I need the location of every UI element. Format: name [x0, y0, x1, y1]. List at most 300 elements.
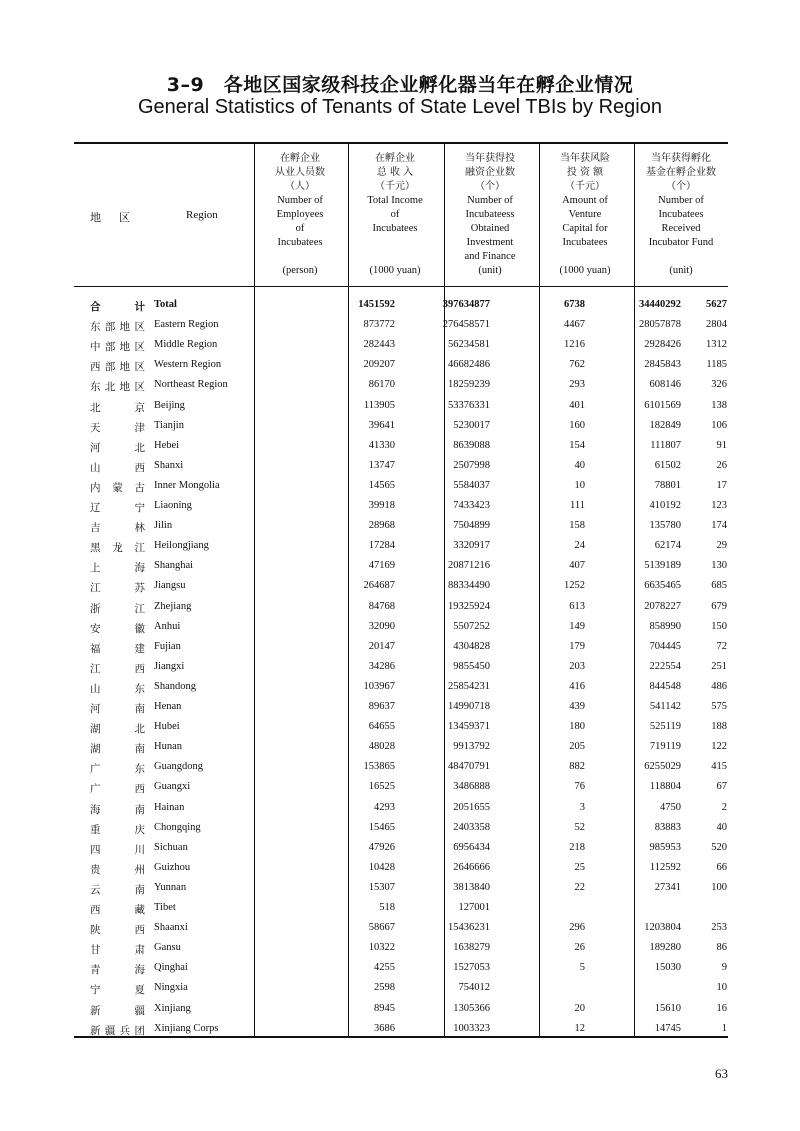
- cell-value: 14565: [368, 479, 395, 491]
- region-name-en: Jiangsu: [154, 580, 186, 592]
- column-header-en-line: of: [390, 209, 400, 220]
- cell-value: 253: [711, 922, 727, 934]
- page-number: 63: [715, 1066, 728, 1081]
- cell-value: 575: [711, 701, 727, 712]
- region-name-cn: 中部地区: [90, 341, 145, 354]
- column-header-cn-line: （千元）: [375, 181, 415, 192]
- region-name-en: Liaoning: [154, 500, 192, 511]
- region-name-en: Guizhou: [154, 861, 191, 873]
- cell-value: 48028: [368, 741, 395, 753]
- cell-value: 62174: [654, 540, 681, 552]
- cell-value: 52: [574, 821, 585, 833]
- cell-value: 150: [711, 620, 727, 632]
- region-name-cn: 甘肃: [90, 944, 145, 957]
- cell-value: 122: [711, 741, 727, 753]
- region-name-cn: 湖南: [90, 743, 145, 756]
- column-header-en-line: Total Income: [367, 195, 423, 206]
- region-name-en: Jiangxi: [154, 660, 185, 672]
- cell-value: 407: [569, 560, 585, 572]
- page-title-en: General Statistics of Tenants of State Level TBIs by Region: [138, 96, 662, 118]
- cell-value: 83883: [654, 821, 681, 833]
- cell-value: 29: [716, 540, 727, 552]
- cell-value: 415: [711, 761, 727, 773]
- column-header-en-line: Capital for: [562, 223, 608, 234]
- top-rule: [74, 142, 728, 144]
- cell-value: 160: [569, 419, 585, 431]
- cell-value: 86: [716, 942, 727, 954]
- cell-value: 26: [716, 459, 727, 471]
- region-name-cn: 湖北: [90, 723, 145, 736]
- cell-value: 1451592: [358, 299, 395, 310]
- table-row: [74, 417, 728, 437]
- region-name-cn: 浙江: [90, 602, 145, 615]
- region-name-cn: 广西: [90, 783, 145, 796]
- cell-value: 5: [579, 962, 585, 974]
- table-row: [74, 799, 728, 819]
- cell-value: 64655: [368, 721, 395, 733]
- cell-value: 873772: [363, 319, 395, 331]
- cell-value: 10: [574, 479, 585, 491]
- region-name-en: Tianjin: [154, 419, 184, 431]
- cell-value: 47169: [368, 560, 395, 572]
- cell-value: 14990718: [448, 701, 490, 712]
- column-header-cn-line: （千元）: [565, 181, 605, 192]
- region-name-cn: 上海: [90, 562, 145, 575]
- column-header-en-line: Incubatees: [562, 237, 608, 248]
- cell-value: 2: [721, 801, 727, 813]
- region-name-cn: 西藏: [90, 904, 145, 916]
- cell-value: 296: [569, 922, 585, 934]
- table-row: [74, 678, 728, 698]
- cell-value: 2078227: [644, 600, 681, 612]
- cell-value: 1003323: [453, 1022, 490, 1034]
- table-row: [74, 1020, 728, 1040]
- header-region-cn: 地区: [90, 211, 148, 224]
- cell-value: 189280: [649, 942, 681, 954]
- cell-value: 149: [569, 620, 585, 632]
- table-row: [74, 879, 728, 899]
- cell-value: 40: [716, 821, 727, 833]
- table-row: [74, 778, 728, 798]
- region-name-en: Hebei: [154, 439, 180, 451]
- column-header-cn-line: 在孵企业: [375, 153, 415, 164]
- region-name-en: Fujian: [154, 640, 181, 652]
- region-name-cn: 山西: [90, 461, 145, 474]
- cell-value: 46682486: [448, 359, 490, 371]
- cell-value: 15465: [368, 821, 395, 833]
- region-name-en: Anhui: [154, 620, 181, 632]
- column-header-cn-line: 当年获风险: [560, 153, 610, 164]
- column-header-en-line: Investment: [466, 237, 514, 248]
- cell-value: 58667: [368, 922, 395, 934]
- region-name-en: Hubei: [154, 721, 180, 733]
- cell-value: 3686: [374, 1022, 395, 1034]
- region-name-cn: 东部地区: [90, 321, 145, 334]
- header-region-en: Region: [186, 209, 218, 221]
- cell-value: 12: [574, 1022, 585, 1034]
- region-name-cn: 广东: [90, 763, 145, 776]
- cell-value: 40: [574, 459, 585, 471]
- cell-value: 15030: [654, 962, 681, 974]
- column-header-en-line: Incubateess: [465, 209, 515, 220]
- cell-value: 19325924: [448, 600, 490, 612]
- column-header-cn-line: （人）: [285, 181, 315, 192]
- cell-value: 15436231: [448, 922, 490, 934]
- region-name-cn: 新疆兵团: [90, 1024, 145, 1037]
- table-row: [74, 557, 728, 577]
- region-name-en: Hainan: [154, 801, 185, 813]
- column-header-4: [541, 152, 629, 276]
- cell-value: 5507252: [453, 620, 490, 632]
- column-header-en-line: Employees: [276, 209, 324, 220]
- cell-value: 9: [721, 962, 727, 974]
- cell-value: 4467: [564, 319, 585, 331]
- cell-value: 719119: [649, 741, 681, 753]
- cell-value: 100: [711, 881, 727, 893]
- table-row: [74, 316, 728, 336]
- region-name-en: Sichuan: [154, 841, 188, 853]
- cell-value: 1312: [706, 339, 727, 351]
- region-name-cn: 重庆: [90, 823, 145, 836]
- column-header-cn-line: 基金在孵企业数: [646, 167, 716, 178]
- cell-value: 6255029: [644, 761, 681, 773]
- cell-value: 20147: [368, 640, 395, 652]
- cell-value: 158: [569, 520, 585, 532]
- cell-value: 2507998: [453, 459, 490, 471]
- column-header-unit: (1000 yuan): [369, 265, 421, 276]
- column-header-cn-line: 投 资 额: [566, 167, 604, 178]
- region-name-cn: 西部地区: [90, 361, 145, 374]
- cell-value: 130: [711, 560, 727, 572]
- region-name-cn: 青海: [90, 964, 145, 977]
- cell-value: 1185: [706, 359, 727, 371]
- column-header-unit: (unit): [478, 265, 502, 276]
- column-header-en-line: Venture: [568, 209, 602, 220]
- table-row: [74, 598, 728, 618]
- region-name-en: Xinjiang: [154, 1002, 191, 1014]
- cell-value: 704445: [649, 640, 681, 652]
- column-header-5: [637, 152, 725, 276]
- cell-value: 4255: [374, 962, 395, 974]
- cell-value: 16: [716, 1002, 727, 1014]
- region-name-en: Northeast Region: [154, 379, 228, 391]
- cell-value: 525119: [649, 721, 681, 733]
- cell-value: 2845843: [644, 359, 681, 371]
- table-row: [74, 376, 728, 396]
- table-row: [74, 859, 728, 879]
- cell-value: 61502: [654, 459, 681, 471]
- table-row: [74, 718, 728, 738]
- column-header-en-line: Received: [661, 223, 701, 234]
- cell-value: 282443: [363, 339, 395, 351]
- region-name-en: Beijing: [154, 399, 185, 411]
- cell-value: 138: [711, 399, 727, 411]
- cell-value: 679: [711, 600, 727, 612]
- cell-value: 1305366: [453, 1002, 490, 1014]
- column-header-en-line: Amount of: [562, 195, 608, 206]
- cell-value: 18259239: [448, 379, 490, 391]
- column-header-en-line: Incubatees: [277, 237, 323, 248]
- cell-value: 7433423: [453, 500, 490, 511]
- column-header-cn-line: 当年获得投: [465, 153, 515, 164]
- cell-value: 1527053: [453, 962, 490, 974]
- cell-value: 14745: [654, 1022, 681, 1034]
- region-name-cn: 内蒙古: [90, 481, 145, 494]
- region-name-en: Middle Region: [154, 339, 218, 351]
- header-rule: [74, 286, 728, 287]
- cell-value: 13747: [368, 459, 395, 471]
- region-name-cn: 东北地区: [90, 381, 145, 394]
- cell-value: 39641: [368, 419, 395, 431]
- region-name-en: Jilin: [154, 520, 173, 532]
- cell-value: 5139189: [644, 560, 681, 572]
- cell-value: 2804: [706, 319, 727, 331]
- column-header-3: [446, 152, 534, 276]
- cell-value: 25: [574, 861, 585, 873]
- cell-value: 113905: [363, 399, 395, 411]
- cell-value: 28968: [368, 520, 395, 532]
- cell-value: 7504899: [453, 520, 490, 532]
- cell-value: 293: [569, 379, 585, 391]
- cell-value: 1252: [564, 580, 585, 592]
- table-row: [74, 537, 728, 557]
- region-name-en: Shaanxi: [154, 922, 188, 934]
- cell-value: 27341: [654, 881, 681, 893]
- cell-value: 25854231: [448, 680, 490, 692]
- cell-value: 118804: [649, 781, 681, 793]
- cell-value: 9855450: [453, 660, 490, 672]
- cell-value: 47926: [368, 841, 395, 853]
- cell-value: 10: [716, 982, 727, 994]
- cell-value: 1203804: [644, 922, 681, 934]
- region-name-cn: 宁夏: [90, 984, 145, 997]
- cell-value: 86170: [368, 379, 395, 391]
- cell-value: 111: [570, 500, 585, 511]
- cell-value: 78801: [654, 479, 681, 491]
- region-name-cn: 山东: [90, 682, 145, 695]
- table-row: [74, 819, 728, 839]
- cell-value: 111807: [650, 439, 681, 451]
- cell-value: 180: [569, 721, 585, 733]
- cell-value: 486: [711, 680, 727, 692]
- cell-value: 8945: [374, 1002, 395, 1014]
- table-row: [74, 698, 728, 718]
- cell-value: 153865: [363, 761, 395, 773]
- cell-value: 2646666: [453, 861, 490, 873]
- cell-value: 13459371: [448, 721, 490, 733]
- region-name-cn: 新疆: [90, 1004, 145, 1017]
- cell-value: 88334490: [448, 580, 490, 592]
- column-header-unit: (1000 yuan): [559, 265, 611, 276]
- table-row: [74, 738, 728, 758]
- region-name-en: Inner Mongolia: [154, 479, 220, 491]
- cell-value: 56234581: [448, 339, 490, 351]
- table-row: [74, 758, 728, 778]
- cell-value: 34440292: [639, 299, 681, 310]
- region-name-en: Tibet: [154, 902, 176, 913]
- region-name-cn: 江苏: [90, 582, 145, 595]
- cell-value: 203: [569, 660, 585, 672]
- cell-value: 67: [716, 781, 727, 793]
- cell-value: 28057878: [639, 319, 681, 331]
- cell-value: 754012: [458, 982, 490, 994]
- table-row: [74, 577, 728, 597]
- cell-value: 401: [569, 399, 585, 411]
- cell-value: 188: [711, 721, 727, 733]
- region-name-en: Gansu: [154, 942, 181, 954]
- column-header-unit: (unit): [669, 265, 693, 276]
- cell-value: 858990: [649, 620, 681, 632]
- column-header-2: [351, 152, 439, 276]
- table-row: [74, 959, 728, 979]
- cell-value: 179: [569, 640, 585, 652]
- cell-value: 6101569: [644, 399, 681, 411]
- table-row: [74, 919, 728, 939]
- cell-value: 762: [569, 359, 585, 371]
- cell-value: 66: [716, 861, 727, 873]
- region-name-cn: 陕西: [90, 924, 145, 937]
- region-name-en: Yunnan: [154, 881, 187, 893]
- cell-value: 17284: [368, 540, 395, 552]
- cell-value: 89637: [368, 701, 395, 712]
- region-name-cn: 辽宁: [90, 502, 145, 514]
- table-row: [74, 1000, 728, 1020]
- cell-value: 397634877: [442, 299, 490, 310]
- cell-value: 3: [579, 801, 585, 813]
- cell-value: 613: [569, 600, 585, 612]
- table-row-total: [74, 296, 728, 316]
- table-row: [74, 336, 728, 356]
- region-name-cn: 江西: [90, 662, 145, 675]
- cell-value: 985953: [649, 841, 681, 853]
- region-name-en: Zhejiang: [154, 600, 192, 612]
- column-header-cn-line: 总 收 入: [376, 167, 414, 178]
- cell-value: 106: [711, 419, 727, 431]
- table-row: [74, 517, 728, 537]
- region-name-cn: 四川: [90, 843, 145, 856]
- cell-value: 4750: [660, 801, 681, 813]
- cell-value: 6956434: [453, 841, 490, 853]
- cell-value: 17: [716, 479, 727, 491]
- region-name-en: Total: [154, 299, 177, 310]
- table-row: [74, 397, 728, 417]
- cell-value: 32090: [368, 620, 395, 632]
- cell-value: 20: [574, 1002, 585, 1014]
- cell-value: 205: [569, 741, 585, 753]
- region-name-cn: 福建: [90, 642, 145, 655]
- column-header-en-line: Incubatees: [372, 223, 418, 234]
- column-header-en-line: of: [295, 223, 305, 234]
- column-header-cn-line: 从业人员数: [275, 167, 325, 178]
- region-name-cn: 海南: [90, 803, 145, 816]
- cell-value: 154: [569, 439, 585, 451]
- column-header-cn-line: 在孵企业: [280, 153, 320, 164]
- region-name-cn: 贵州: [90, 863, 145, 876]
- cell-value: 209207: [363, 359, 395, 371]
- cell-value: 91: [716, 439, 727, 451]
- cell-value: 10322: [368, 942, 395, 954]
- table-row: [74, 618, 728, 638]
- cell-value: 416: [569, 680, 585, 692]
- cell-value: 84768: [368, 600, 395, 612]
- cell-value: 251: [711, 660, 727, 672]
- table-row: [74, 899, 728, 919]
- cell-value: 276458571: [442, 319, 490, 331]
- column-header-en-line: Incubator Fund: [648, 237, 714, 248]
- region-name-cn: 河南: [90, 703, 145, 715]
- table-row: [74, 839, 728, 859]
- cell-value: 264687: [363, 580, 395, 592]
- cell-value: 48470791: [448, 761, 490, 773]
- region-name-en: Henan: [154, 701, 182, 712]
- cell-value: 218: [569, 841, 585, 853]
- region-name-cn: 安徽: [90, 622, 145, 635]
- region-name-en: Hunan: [154, 741, 182, 753]
- cell-value: 3486888: [453, 781, 490, 793]
- table-row: [74, 939, 728, 959]
- cell-value: 326: [711, 379, 727, 391]
- cell-value: 76: [574, 781, 585, 793]
- table-row: [74, 356, 728, 376]
- cell-value: 15610: [654, 1002, 681, 1014]
- cell-value: 2403358: [453, 821, 490, 833]
- region-name-en: Qinghai: [154, 962, 188, 974]
- region-name-cn: 河北: [90, 441, 145, 454]
- table-row: [74, 979, 728, 999]
- cell-value: 518: [379, 902, 395, 913]
- cell-value: 6738: [564, 299, 585, 310]
- region-name-en: Shandong: [154, 680, 196, 692]
- cell-value: 3813840: [453, 881, 490, 893]
- cell-value: 9913792: [453, 741, 490, 753]
- column-header-en-line: and Finance: [464, 251, 516, 262]
- cell-value: 103967: [363, 680, 395, 692]
- cell-value: 2598: [374, 982, 395, 994]
- cell-value: 2051655: [453, 801, 490, 813]
- cell-value: 439: [569, 701, 585, 712]
- cell-value: 123: [711, 500, 727, 511]
- cell-value: 5584037: [453, 479, 490, 491]
- cell-value: 20871216: [448, 560, 490, 572]
- cell-value: 135780: [649, 520, 681, 532]
- table-row: [74, 437, 728, 457]
- cell-value: 24: [574, 540, 585, 552]
- cell-value: 685: [711, 580, 727, 592]
- column-header-en-line: Incubatees: [658, 209, 704, 220]
- region-name-en: Chongqing: [154, 821, 201, 833]
- cell-value: 1: [721, 1022, 727, 1034]
- region-name-en: Shanghai: [154, 560, 194, 572]
- cell-value: 174: [711, 520, 727, 532]
- cell-value: 882: [569, 761, 585, 773]
- region-name-en: Xinjiang Corps: [154, 1022, 219, 1034]
- cell-value: 1216: [564, 339, 585, 351]
- region-name-en: Western Region: [154, 359, 222, 371]
- cell-value: 26: [574, 942, 585, 954]
- region-name-en: Shanxi: [154, 459, 184, 471]
- cell-value: 541142: [649, 701, 681, 712]
- column-header-cn-line: （个）: [475, 181, 505, 192]
- cell-value: 10428: [368, 861, 395, 873]
- cell-value: 22: [574, 881, 585, 893]
- region-name-en: Eastern Region: [154, 319, 219, 331]
- table-row: [74, 497, 728, 517]
- column-header-en-line: Number of: [277, 195, 323, 206]
- cell-value: 53376331: [448, 399, 490, 411]
- cell-value: 39918: [368, 500, 395, 511]
- region-name-cn: 天津: [90, 421, 145, 434]
- table-row: [74, 477, 728, 497]
